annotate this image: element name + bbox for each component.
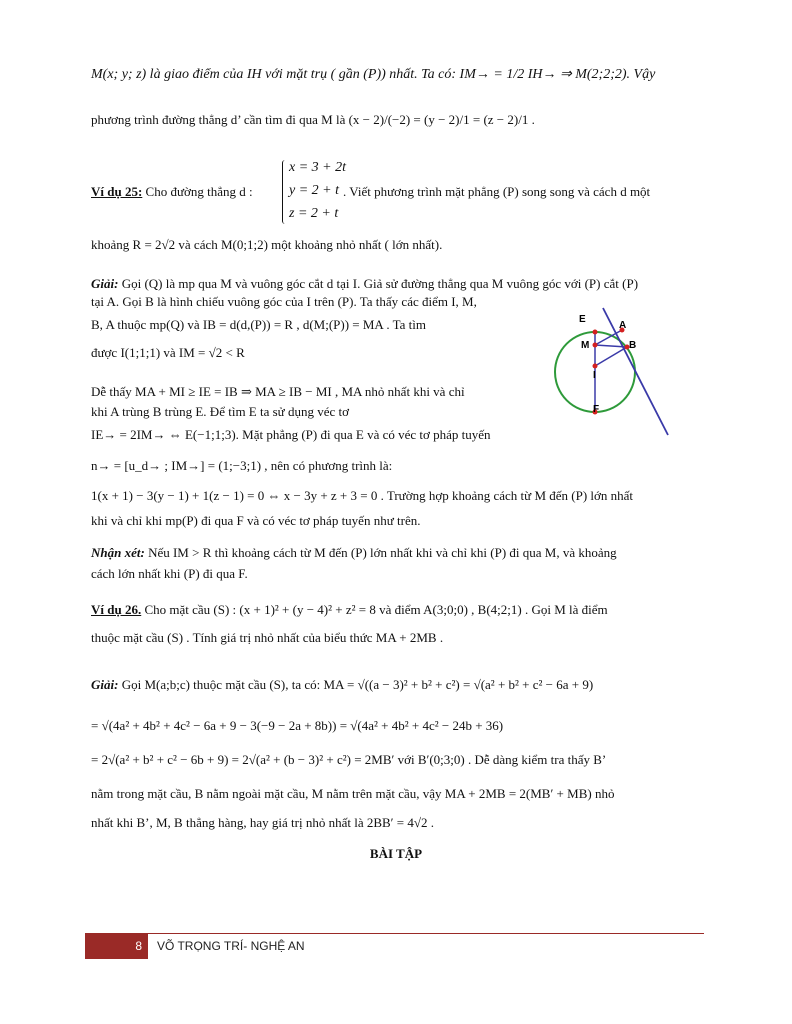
solution-label: Giải: xyxy=(91,276,119,291)
equation: z = 2 + t xyxy=(289,206,339,221)
equation: x = 3 + 2t xyxy=(289,160,346,175)
text-span: Cho đường thẳng d : xyxy=(142,184,253,199)
geometry-figure xyxy=(545,300,675,440)
text-line: M(x; y; z) là giao điểm của IH với mặt trụ ( gần (P)) nhất. Ta có: IM→ = 1/2 IH→ ⇒ M(2;2;2). Vậy xyxy=(91,67,656,82)
text-line: phương trình đường thẳng d’ cần tìm đi qua M là (x − 2)/(−2) = (y − 2)/1 = (z − 2)/1 . xyxy=(91,112,535,127)
text-line: được I(1;1;1) và IM = √2 < R xyxy=(91,345,245,360)
text-line: n→ = [u_d→ ; IM→] = (1;−3;1) , nên có phương trình là: xyxy=(91,458,393,473)
plane-line xyxy=(603,308,668,435)
label-m: M xyxy=(581,340,590,351)
example-25-heading xyxy=(91,183,253,201)
text-line: = √(4a² + 4b² + 4c² − 6a + 9 − 3(−9 − 2a + 8b)) = √(4a² + 4b² + 4c² − 24b + 36) xyxy=(91,718,504,733)
footer-author: VÕ TRỌNG TRÍ- NGHỆ AN xyxy=(157,939,305,953)
text-line: khi A trùng B trùng E. Để tìm E ta sử dụng véc tơ xyxy=(91,404,350,419)
text-span: Cho mặt cầu (S) : (x + 1)² + (y − 4)² + z² = 8 và điểm A(3;0;0) , B(4;2;1) . Gọi M là điểm xyxy=(141,602,608,617)
text-line: cách lớn nhất khi (P) đi qua F. xyxy=(91,566,248,581)
label-a: A xyxy=(619,320,627,331)
remark-heading xyxy=(91,544,617,562)
example-label: Ví dụ 26. xyxy=(91,602,142,617)
remark-label: Nhận xét: xyxy=(91,545,145,560)
text-line: B, A thuộc mp(Q) và IB = d(d,(P)) = R , d(M;(P)) = MA . Ta tìm xyxy=(91,317,426,332)
text-span: Gọi M(a;b;c) thuộc mặt cầu (S), ta có: MA = √((a − 3)² + b² + c²) = √(a² + b² + c² − 6a + 9) xyxy=(118,677,594,692)
text-line: tại A. Gọi B là hình chiếu vuông góc của I trên (P). Ta thấy các điểm I, M, xyxy=(91,294,477,309)
point-e xyxy=(593,330,598,335)
section-title: BÀI TẬP xyxy=(369,846,423,861)
solution-heading xyxy=(91,676,593,694)
equation: y = 2 + t xyxy=(289,183,339,198)
label-i: I xyxy=(593,370,596,381)
text-line: khi và chỉ khi mp(P) đi qua F và có véc tơ pháp tuyến như trên. xyxy=(91,513,421,528)
text-span: Gọi (Q) là mp qua M và vuông góc cắt d tại I. Giả sử đường thẳng qua M vuông góc với (P) cắt (P) xyxy=(118,276,639,291)
text-line: IE→ = 2IM→ ⇔ E(−1;1;3). Mặt phẳng (P) đi qua E và có véc tơ pháp tuyến xyxy=(91,427,491,442)
label-e: E xyxy=(579,314,586,325)
example-26-heading xyxy=(91,601,608,619)
text-line: . Viết phương trình mặt phẳng (P) song song và cách d một xyxy=(343,184,651,199)
text-line: = 2√(a² + b² + c² − 6b + 9) = 2√(a² + (b − 3)² + c²) = 2MB′ với B′(0;3;0) . Dễ dàng kiểm tra thấy B’ xyxy=(91,752,607,767)
text-line: khoảng R = 2√2 và cách M(0;1;2) một khoảng nhỏ nhất ( lớn nhất). xyxy=(91,237,443,252)
text-line: 1(x + 1) − 3(y − 1) + 1(z − 1) = 0 ⇔ x − 3y + z + 3 = 0 . Trường hợp khoảng cách từ M đến (P) lớn nhất xyxy=(91,488,634,503)
example-label: Ví dụ 25: xyxy=(91,184,143,199)
solution-label: Giải: xyxy=(91,677,119,692)
text-line: nằm trong mặt cầu, B nằm ngoài mặt cầu, M nằm trên mặt cầu, vậy MA + 2MB = 2(MB′ + MB) nhỏ xyxy=(91,786,615,801)
label-b: B xyxy=(629,340,637,351)
segment-ib xyxy=(595,347,627,366)
point-m xyxy=(593,343,598,348)
text-span: Nếu IM > R thì khoảng cách từ M đến (P) lớn nhất khi và chỉ khi (P) đi qua M, và khoảng xyxy=(144,545,617,560)
text-line: nhất khi B’, M, B thẳng hàng, hay giá trị nhỏ nhất là 2BB′ = 4√2 . xyxy=(91,815,434,830)
solution-heading xyxy=(91,275,638,293)
system-brace xyxy=(282,160,285,224)
label-f: F xyxy=(593,404,600,415)
point-i xyxy=(593,364,598,369)
text-line: Dễ thấy MA + MI ≥ IE = IB ⇒ MA ≥ IB − MI , MA nhỏ nhất khi và chỉ xyxy=(91,384,465,399)
text-line: thuộc mặt cầu (S) . Tính giá trị nhỏ nhất của biểu thức MA + 2MB . xyxy=(91,630,444,645)
page-number: 8 xyxy=(85,933,148,959)
